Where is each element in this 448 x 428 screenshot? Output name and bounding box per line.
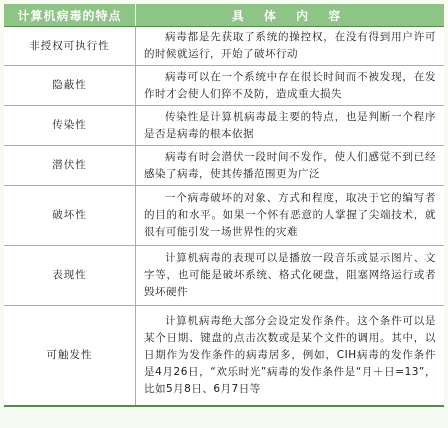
content-cell: 计算机病毒的表现可以是播放一段音乐或显示图片、文字等，也可能是破坏系统、格式化硬盘，阻塞网络运行或者毁坏硬件 <box>136 246 445 306</box>
feature-cell: 非授权可执行性 <box>4 27 136 66</box>
table-row <box>4 27 444 66</box>
virus-features-table <box>4 4 444 407</box>
feature-cell: 可触发性 <box>4 306 136 406</box>
table-row <box>4 146 444 186</box>
table-header-row <box>4 4 444 27</box>
feature-cell: 破坏性 <box>4 186 136 246</box>
content-cell: 计算机病毒绝大部分会设定发作条件。这个条件可以是某个日期、键盘的点击次数或是某个文件的调用。其中，以日期作为发作条件的病毒居多，例如，CIH病毒的发作条件是4月26日，“欢乐时光”病毒的发作条件是“月＋日=13”，比如5月8日、6月7日等 <box>136 306 445 406</box>
table-row <box>4 186 444 246</box>
feature-cell: 表现性 <box>4 246 136 306</box>
content-cell: 一个病毒破坏的对象、方式和程度，取决于它的编写者的目的和水平。如果一个怀有恶意的人掌握了尖端技术，就很有可能引发一场世界性的灾难 <box>136 186 445 246</box>
header-content: 具 体 内 容 <box>136 4 445 27</box>
table-row <box>4 66 444 106</box>
content-cell: 病毒可以在一个系统中存在很长时间而不被发现，在发作时才会使人们猝不及防，造成重大损失 <box>136 66 445 106</box>
table-row <box>4 246 444 306</box>
header-feature: 计算机病毒的特点 <box>4 4 136 27</box>
table-row <box>4 106 444 146</box>
feature-cell: 潜伏性 <box>4 146 136 186</box>
feature-cell: 传染性 <box>4 106 136 146</box>
content-cell: 传染性是计算机病毒最主要的特点，也是判断一个程序是否是病毒的根本依据 <box>136 106 445 146</box>
feature-cell: 隐蔽性 <box>4 66 136 106</box>
content-cell: 病毒都是先获取了系统的操控权，在没有得到用户许可的时候就运行，开始了破坏行动 <box>136 27 445 66</box>
content-cell: 病毒有时会潜伏一段时间不发作，使人们感觉不到已经感染了病毒，使其传播范围更为广泛 <box>136 146 445 186</box>
table-row <box>4 306 444 406</box>
